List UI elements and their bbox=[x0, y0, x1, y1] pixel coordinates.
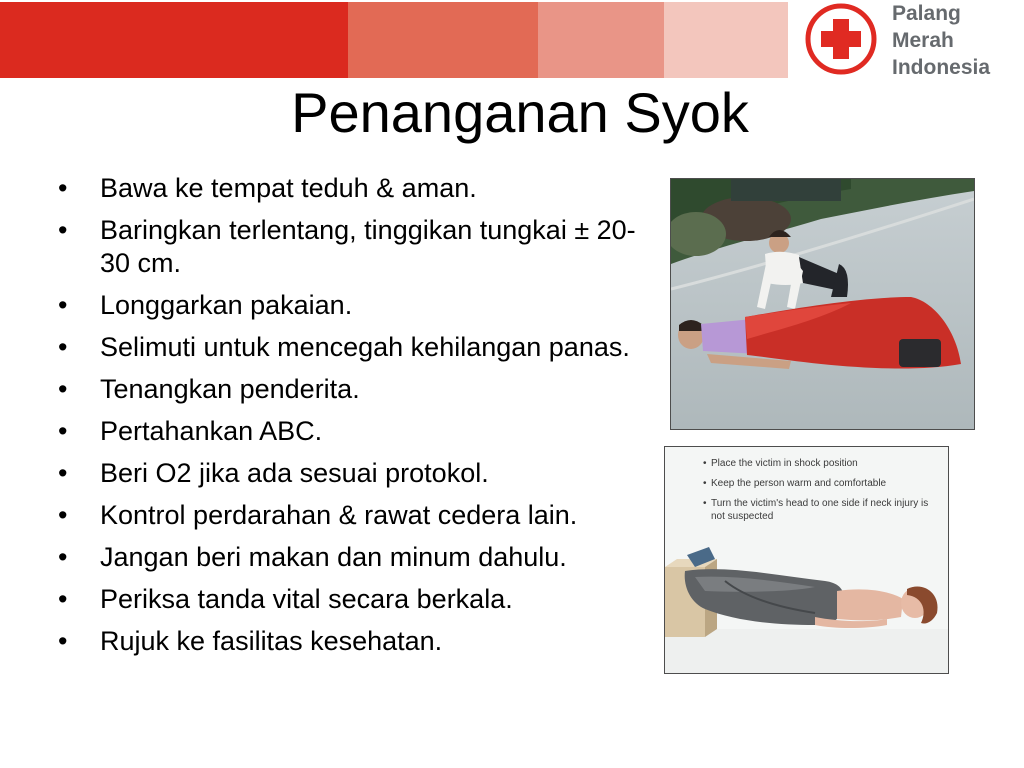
bullet-dot: • bbox=[58, 541, 68, 572]
diagram-item bbox=[703, 457, 938, 470]
diagram-list bbox=[703, 457, 938, 530]
bullet-item bbox=[58, 373, 658, 406]
header-banner-segment-3 bbox=[538, 2, 664, 78]
bullet-dot: • bbox=[58, 215, 68, 245]
red-cross-icon bbox=[804, 2, 878, 76]
bullet-dot: • bbox=[58, 331, 68, 362]
bullet-dot: • bbox=[703, 478, 707, 489]
header-banner-segment-1 bbox=[0, 2, 348, 78]
first-aid-photo-illustration bbox=[671, 179, 974, 429]
bullet-item bbox=[58, 415, 658, 448]
bullet-text: Selimuti untuk mencegah kehilangan panas. bbox=[100, 331, 630, 362]
logo-wordmark bbox=[892, 0, 990, 81]
bullet-dot: • bbox=[58, 499, 68, 530]
bullet-text: Jangan beri makan dan minum dahulu. bbox=[100, 541, 567, 572]
bullet-text: Longgarkan pakaian. bbox=[100, 289, 353, 320]
bullet-dot: • bbox=[58, 373, 68, 404]
bullet-dot: • bbox=[58, 415, 68, 446]
shock-position-diagram bbox=[664, 446, 949, 674]
header-banner-segment-2 bbox=[348, 2, 538, 78]
bullet-item bbox=[58, 541, 658, 574]
bullet-dot: • bbox=[58, 289, 68, 320]
bullet-dot: • bbox=[58, 457, 68, 488]
logo-line: Merah bbox=[892, 29, 954, 52]
bullet-text: Periksa tanda vital secara berkala. bbox=[100, 583, 513, 614]
first-aid-photo bbox=[670, 178, 975, 430]
bullet-text: Baringkan terlentang, tinggikan tungkai ± 20-30 cm. bbox=[100, 215, 636, 278]
bullet-item bbox=[58, 172, 658, 205]
bullet-item bbox=[58, 289, 658, 322]
bullet-text: Rujuk ke fasilitas kesehatan. bbox=[100, 625, 443, 656]
bullet-item bbox=[58, 583, 658, 616]
bullet-text: Bawa ke tempat teduh & aman. bbox=[100, 173, 477, 203]
bullet-dot: • bbox=[58, 173, 68, 203]
diagram-item-text: Keep the person warm and comfortable bbox=[711, 478, 887, 489]
bullet-item bbox=[58, 457, 658, 490]
bullet-item bbox=[58, 499, 658, 532]
bullet-item bbox=[58, 625, 658, 658]
diagram-item bbox=[703, 477, 938, 490]
bullet-item bbox=[58, 214, 658, 279]
bullet-text: Beri O2 jika ada sesuai protokol. bbox=[100, 457, 489, 488]
bullet-dot: • bbox=[58, 625, 68, 656]
bullet-text: Kontrol perdarahan & rawat cedera lain. bbox=[100, 499, 578, 530]
diagram-item-text: Place the victim in shock position bbox=[711, 458, 858, 469]
logo-line: Palang bbox=[892, 2, 961, 25]
header-banner-segment-4 bbox=[664, 2, 788, 78]
bullet-dot: • bbox=[703, 458, 707, 469]
diagram-item bbox=[703, 497, 938, 523]
logo-line: Indonesia bbox=[892, 56, 991, 79]
bullet-item bbox=[58, 331, 658, 364]
diagram-item-text: Turn the victim's head to one side if neck injury is not suspected bbox=[711, 498, 929, 522]
bullet-text: Tenangkan penderita. bbox=[100, 373, 360, 404]
victim-shock-position-illustration bbox=[665, 537, 948, 673]
slide-title: Penanganan Syok bbox=[291, 81, 749, 144]
bullet-text: Pertahankan ABC. bbox=[100, 415, 323, 446]
bullet-dot: • bbox=[58, 583, 68, 614]
bullet-dot: • bbox=[703, 498, 707, 509]
bullet-list bbox=[58, 172, 658, 667]
palang-merah-logo bbox=[800, 0, 1024, 82]
